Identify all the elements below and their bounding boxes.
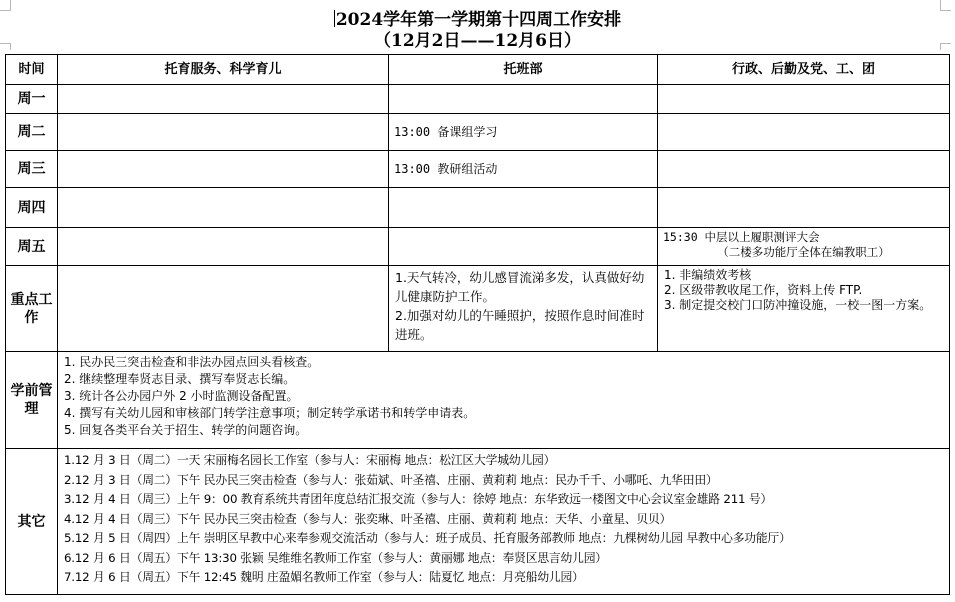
thursday-admin: [658, 188, 950, 228]
key-work-childcare: [58, 266, 389, 352]
friday-admin: [658, 228, 950, 266]
wednesday-admin: [658, 151, 950, 188]
other-item: 2.12 月 3 日（周二）下午 民办民三突击检查（参与人：张茹斌、叶圣禧、庄丽、黄莉莉 地点：民办千千、小哪吒、九华田田）: [64, 472, 718, 487]
monday-admin: [658, 85, 950, 114]
tuesday-childcare: [58, 114, 389, 151]
preschool-items: [58, 352, 950, 449]
friday-childcare: [58, 228, 389, 266]
row-monday: [6, 85, 950, 114]
preschool-item: 4. 撰写有关幼儿园和审核部门转学注意事项；制定转学承诺书和转学申请表。: [64, 406, 476, 420]
key-work-admin-item: 3. 制定提交校门口防冲撞设施，一校一图一方案。: [664, 298, 932, 312]
row-other: [6, 449, 950, 595]
header-nursery: 托班部: [389, 55, 658, 85]
header-childcare: 托育服务、科学育儿: [58, 55, 389, 85]
document-subtitle: （12月2日——12月6日）: [374, 31, 581, 51]
key-work-admin: [658, 266, 950, 352]
day-label: 周二: [6, 114, 58, 151]
other-label: 其它: [6, 449, 58, 595]
day-label: 周三: [6, 151, 58, 188]
thursday-nursery: [389, 188, 658, 228]
preschool-item: 3. 统计各公办园户外 2 小时监测设备配置。: [64, 389, 299, 403]
monday-childcare: [58, 85, 389, 114]
preschool-item: 5. 回复各类平台关于招生、转学的问题咨询。: [64, 423, 308, 437]
key-work-label: 重点工作: [6, 266, 58, 352]
wednesday-childcare: [58, 151, 389, 188]
key-work-admin-item: 1. 非编绩效考核: [664, 268, 752, 282]
other-item: 6.12 月 6 日（周五）下午 13:30 张颖 吴维维名教师工作室（参与人：黄丽娜 地点：奉贤区思言幼儿园）: [64, 550, 607, 565]
text-cursor: [334, 10, 335, 27]
preschool-item: 2. 继续整理奉贤志目录、撰写奉贤志长编。: [64, 372, 296, 386]
friday-nursery: [389, 228, 658, 266]
key-work-admin-item: 2. 区级带教收尾工作，资料上传 FTP.: [664, 283, 863, 297]
header-admin: 行政、后勤及党、工、团: [658, 55, 950, 85]
row-tuesday: [6, 114, 950, 151]
header-time: 时间: [6, 55, 58, 85]
friday-admin-line2: （二楼多功能厅全体在编教职工）: [717, 244, 890, 259]
other-item: 3.12 月 4 日（周三）上午 9：00 教育系统共青团年度总结汇报交流（参与人：徐婷 地点：东华致远一楼图文中心会议室金雄路 211 号）: [64, 492, 773, 506]
other-item: 4.12 月 4 日（周三）下午 民办民三突击检查（参与人：张奕琳、叶圣禧、庄丽、黄莉莉 地点：天华、小童星、贝贝）: [64, 511, 672, 526]
tuesday-nursery: 13:00 备课组学习: [389, 114, 658, 151]
schedule-table: [5, 54, 950, 595]
other-item: 1.12 月 3 日（周二）一天 宋丽梅名园长工作室（参与人：宋丽梅 地点：松江区大学城幼儿园）: [64, 453, 556, 467]
wednesday-nursery: 13:00 教研组活动: [389, 151, 658, 188]
row-friday: [6, 228, 950, 266]
other-item: 7.12 月 6 日（周五）下午 12:45 魏明 庄盈媚名教师工作室（参与人：陆夏忆 地点：月亮船幼儿园）: [64, 570, 584, 584]
row-thursday: [6, 188, 950, 228]
day-label: 周四: [6, 188, 58, 228]
day-label: 周五: [6, 228, 58, 266]
other-item: 5.12 月 5 日（周四）上午 崇明区早教中心来奉参观交流活动（参与人：班子成员、托育服务部教师 地点：九棵树幼儿园 早教中心多功能厅）: [64, 531, 791, 545]
row-key-work: [6, 266, 950, 352]
tuesday-admin: [658, 114, 950, 151]
thursday-childcare: [58, 188, 389, 228]
row-wednesday: [6, 151, 950, 188]
row-preschool: [6, 352, 950, 449]
key-work-nursery-item: 1.天气转冷，幼儿感冒流涕多发，认真做好幼儿健康防护工作。: [395, 270, 645, 304]
day-label: 周一: [6, 85, 58, 114]
preschool-item: 1. 民办民三突击检查和非法办园点回头看核查。: [64, 355, 320, 369]
preschool-label: 学前管理: [6, 352, 58, 449]
header-row: [6, 55, 950, 85]
key-work-nursery-item: 2.加强对幼儿的午睡照护，按照作息时间准时进班。: [395, 308, 645, 342]
title-text: 2024学年第一学期第十四周工作安排: [335, 10, 622, 30]
key-work-nursery: [389, 266, 658, 352]
monday-nursery: [389, 85, 658, 114]
document-title[interactable]: [0, 10, 955, 30]
other-items: [58, 449, 950, 595]
friday-admin-line1: 15:30 中层以上履职测评大会: [663, 230, 820, 244]
